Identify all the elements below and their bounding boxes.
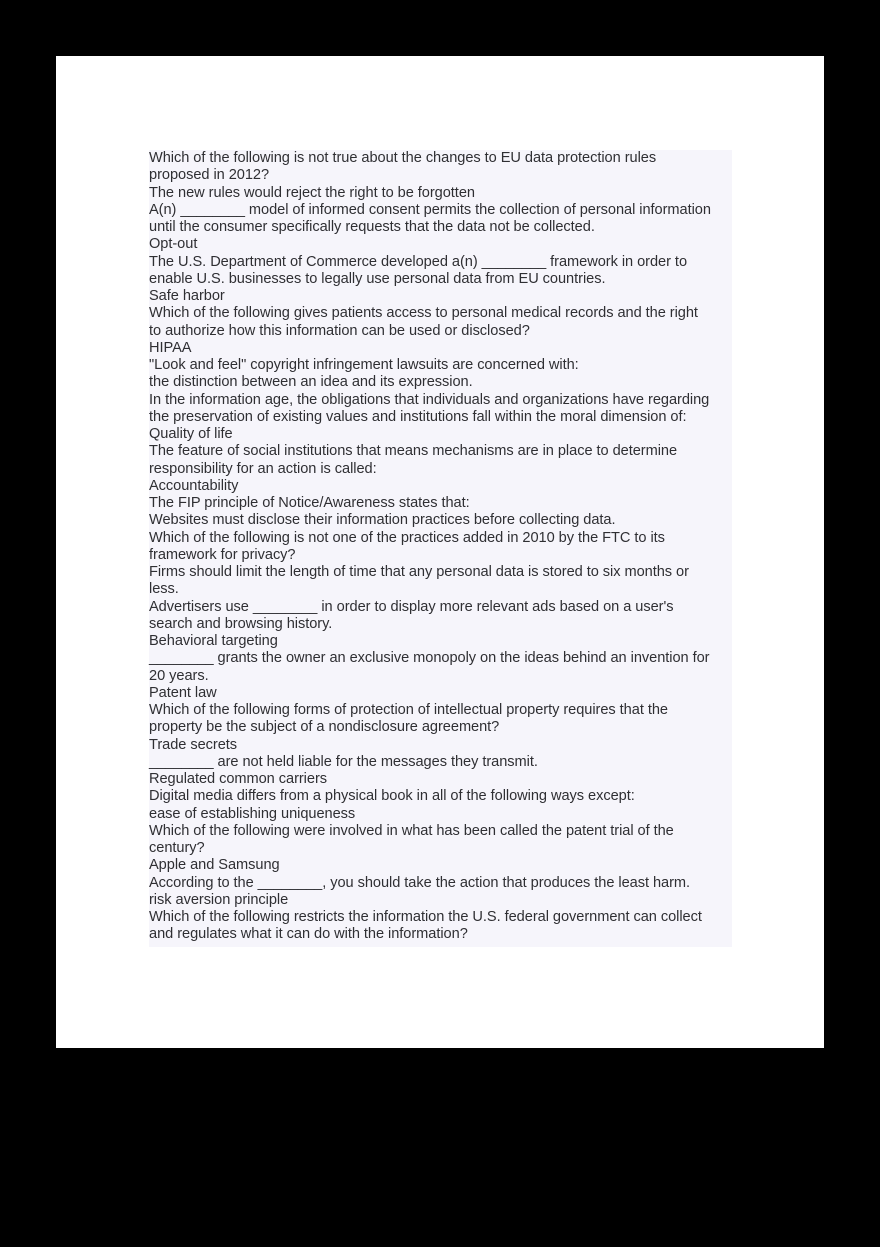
answer-line: HIPAA bbox=[149, 339, 192, 356]
document-page bbox=[56, 56, 824, 1048]
question-line: Which of the following forms of protection of intellectual property requires that the bbox=[149, 702, 668, 718]
question-line: the preservation of existing values and institutions fall within the moral dimension of: bbox=[149, 408, 687, 425]
question-line: property be the subject of a nondisclosure agreement? bbox=[149, 719, 500, 736]
answer-line: the distinction between an idea and its expression. bbox=[149, 374, 473, 391]
question-line: to authorize how this information can be used or disclosed? bbox=[149, 322, 530, 339]
question-line: framework for privacy? bbox=[149, 546, 296, 563]
answer-line: less. bbox=[149, 581, 179, 598]
question-line: ________ grants the owner an exclusive monopoly on the ideas behind an invention for bbox=[149, 650, 710, 667]
answer-line: Websites must disclose their information practices before collecting data. bbox=[149, 512, 616, 529]
question-line: In the information age, the obligations that individuals and organizations have regarding bbox=[149, 391, 710, 408]
answer-line: risk aversion principle bbox=[149, 891, 289, 908]
question-line: The FIP principle of Notice/Awareness states that: bbox=[149, 495, 470, 511]
question-line: proposed in 2012? bbox=[149, 167, 270, 184]
question-line: Which of the following gives patients access to personal medical records and the right bbox=[149, 305, 698, 322]
question-line: ________ are not held liable for the messages they transmit. bbox=[149, 753, 538, 770]
question-line: According to the ________, you should take the action that produces the least harm. bbox=[149, 874, 691, 891]
answer-line: Behavioral targeting bbox=[149, 633, 278, 649]
answer-line: Patent law bbox=[149, 684, 217, 701]
question-line: search and browsing history. bbox=[149, 615, 333, 632]
question-line: Which of the following is not one of the practices added in 2010 by the FTC to its bbox=[149, 529, 665, 546]
answer-line: The new rules would reject the right to be forgotten bbox=[149, 184, 475, 201]
question-line: until the consumer specifically requests that the data not be collected. bbox=[149, 219, 595, 235]
answer-line: Regulated common carriers bbox=[149, 771, 328, 787]
question-line: The U.S. Department of Commerce developed a(n) ________ framework in order to bbox=[149, 253, 688, 270]
question-line: A(n) ________ model of informed consent permits the collection of personal information bbox=[149, 201, 711, 218]
question-line: Which of the following were involved in what has been called the patent trial of the bbox=[149, 822, 674, 839]
question-line: The feature of social institutions that means mechanisms are in place to determine bbox=[149, 443, 678, 460]
question-line: and regulates what it can do with the information? bbox=[149, 926, 468, 943]
question-line: Digital media differs from a physical book in all of the following ways except: bbox=[149, 788, 635, 805]
flashcard-text-block bbox=[149, 150, 732, 947]
question-line: Advertisers use ________ in order to display more relevant ads based on a user's bbox=[149, 598, 674, 615]
question-line: Which of the following is not true about the changes to EU data protection rules bbox=[149, 150, 657, 166]
question-line: "Look and feel" copyright infringement lawsuits are concerned with: bbox=[149, 357, 579, 373]
answer-line: Safe harbor bbox=[149, 288, 225, 304]
answer-line: Trade secrets bbox=[149, 736, 238, 753]
answer-line: Accountability bbox=[149, 477, 239, 494]
answer-line: Quality of life bbox=[149, 426, 233, 442]
question-line: Which of the following restricts the information the U.S. federal government can collect bbox=[149, 909, 702, 925]
answer-line: Apple and Samsung bbox=[149, 857, 280, 874]
answer-line: Opt-out bbox=[149, 236, 198, 253]
answer-line: Firms should limit the length of time that any personal data is stored to six months or bbox=[149, 564, 689, 580]
question-line: 20 years. bbox=[149, 667, 209, 684]
answer-line: ease of establishing uniqueness bbox=[149, 805, 356, 822]
question-line: century? bbox=[149, 840, 205, 856]
question-line: responsibility for an action is called: bbox=[149, 460, 377, 477]
question-line: enable U.S. businesses to legally use personal data from EU countries. bbox=[149, 270, 606, 287]
